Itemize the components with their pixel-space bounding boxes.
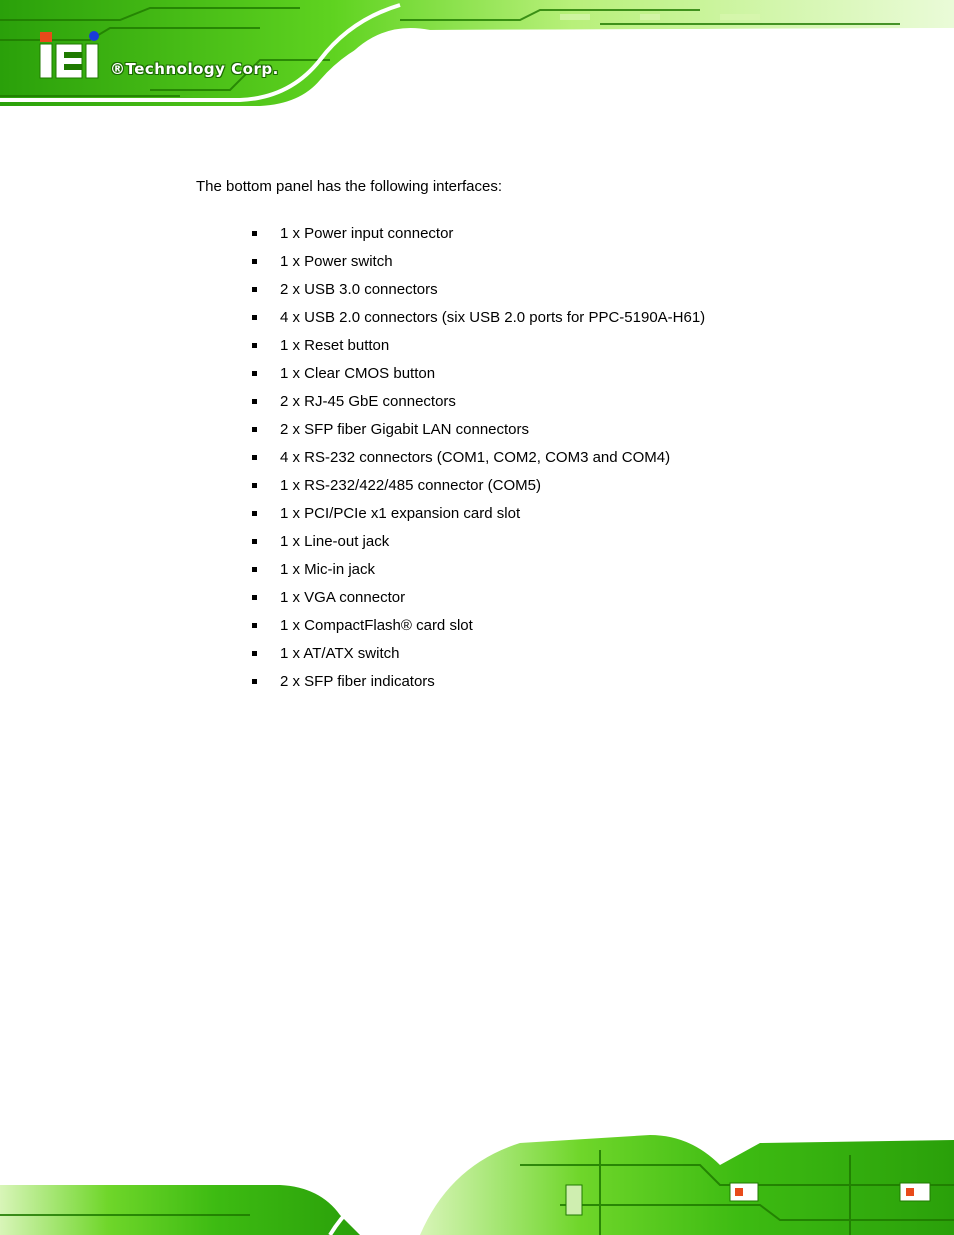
page-footer-banner (0, 1125, 954, 1235)
circuit-board-header-graphic (0, 0, 954, 112)
bullet-icon (252, 343, 257, 348)
brand-name: ®Technology Corp. (110, 60, 279, 78)
bullet-icon (252, 259, 257, 264)
bullet-icon (252, 287, 257, 292)
bullet-icon (252, 539, 257, 544)
bullet-icon (252, 315, 257, 320)
bullet-icon (252, 567, 257, 572)
circuit-board-footer-graphic (0, 1125, 954, 1235)
page-header-banner (0, 0, 954, 112)
bullet-icon (252, 399, 257, 404)
bullet-icon (252, 595, 257, 600)
bullet-icon (252, 623, 257, 628)
bullet-icon (252, 231, 257, 236)
bullet-icon (252, 371, 257, 376)
iei-logo (38, 30, 108, 80)
bullet-icon (252, 483, 257, 488)
bullet-icon (252, 455, 257, 460)
bullet-icon (252, 511, 257, 516)
intro-paragraph: The bottom panel has the following interfaces: (196, 178, 503, 195)
bullet-icon (252, 679, 257, 684)
bullet-icon (252, 427, 257, 432)
bullet-icon (252, 651, 257, 656)
